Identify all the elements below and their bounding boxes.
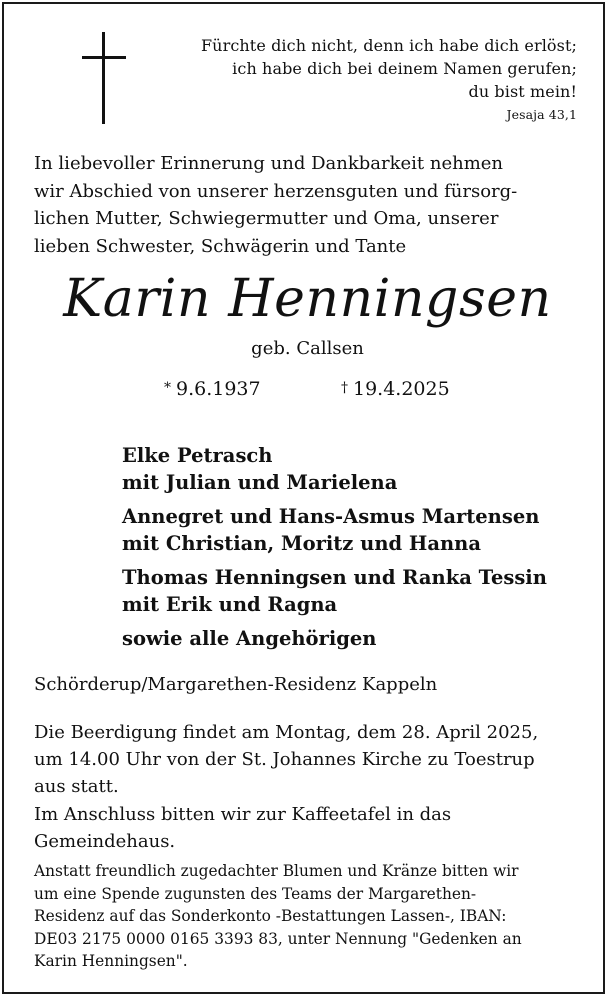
funeral-line-1: Die Beerdigung findet am Montag, dem 28. April 2025, [34,722,539,743]
birth-star-icon: * [164,380,171,396]
mourners-list [122,442,547,659]
mourner-group [122,625,547,652]
bible-verse [201,34,577,125]
cross-icon [82,32,126,124]
obituary-notice [2,2,605,994]
mourner-line: mit Erik und Ragna [122,593,338,616]
reception-line-2: Gemeindehaus. [34,831,176,852]
funeral-info [34,719,594,800]
maiden-name: geb. Callsen [251,338,364,359]
reception-info [34,801,594,855]
donation-line-1: Anstatt freundlich zugedachter Blumen und Kränze bitten wir [34,862,519,880]
intro-line-4: lieben Schwester, Schwägerin und Tante [34,235,407,257]
donation-line-4: DE03 2175 0000 0165 3393 83, unter Nennung "Gedenken an [34,929,522,948]
death-cross-icon: † [341,380,348,396]
mourner-line: Elke Petrasch [122,444,273,467]
verse-reference: Jesaja 43,1 [506,107,577,122]
mourner-line: Thomas Henningsen und Ranka Tessin [122,566,547,589]
intro-line-3: lichen Mutter, Schwiegermutter und Oma, unserer [34,208,499,229]
intro-line-1: In liebevoller Erinnerung und Dankbarkeit nehmen [34,153,504,174]
donation-line-3: Residenz auf das Sonderkonto -Bestattungen Lassen-, IBAN: [34,907,507,925]
donation-info [34,860,594,973]
deceased-name: Karin Henningsen [63,269,552,329]
donation-line-2: um eine Spende zugunsten des Teams der Margarethen- [34,884,477,903]
birth-date: 9.6.1937 [176,378,261,400]
funeral-line-3: aus statt. [34,776,119,797]
birth-date-block [164,374,261,403]
mourner-line: mit Julian und Marielena [122,471,398,494]
mourner-line: sowie alle Angehörigen [122,627,377,650]
verse-line-3: du bist mein! [468,82,577,101]
reception-line-1: Im Anschluss bitten wir zur Kaffeetafel in das [34,804,452,825]
donation-line-5: Karin Henningsen". [34,952,188,970]
intro-line-2: wir Abschied von unserer herzensguten und fürsorg- [34,180,518,202]
verse-line-2: ich habe dich bei deinem Namen gerufen; [232,59,577,78]
cross-horizontal-bar [82,56,126,59]
mourner-line: Annegret und Hans-Asmus Martensen [122,505,540,528]
place-line: Schörderup/Margarethen-Residenz Kappeln [34,674,438,695]
mourner-group [122,564,547,618]
mourner-group [122,442,547,496]
cross-vertical-bar [102,32,105,124]
verse-line-1: Fürchte dich nicht, denn ich habe dich erlöst; [200,36,577,55]
mourner-line: mit Christian, Moritz und Hanna [122,532,481,555]
mourner-group [122,503,547,557]
death-date-block [341,374,450,403]
intro-text [34,150,594,260]
funeral-line-2: um 14.00 Uhr von der St. Johannes Kirche zu Toestrup [34,749,535,770]
death-date: 19.4.2025 [353,378,450,400]
